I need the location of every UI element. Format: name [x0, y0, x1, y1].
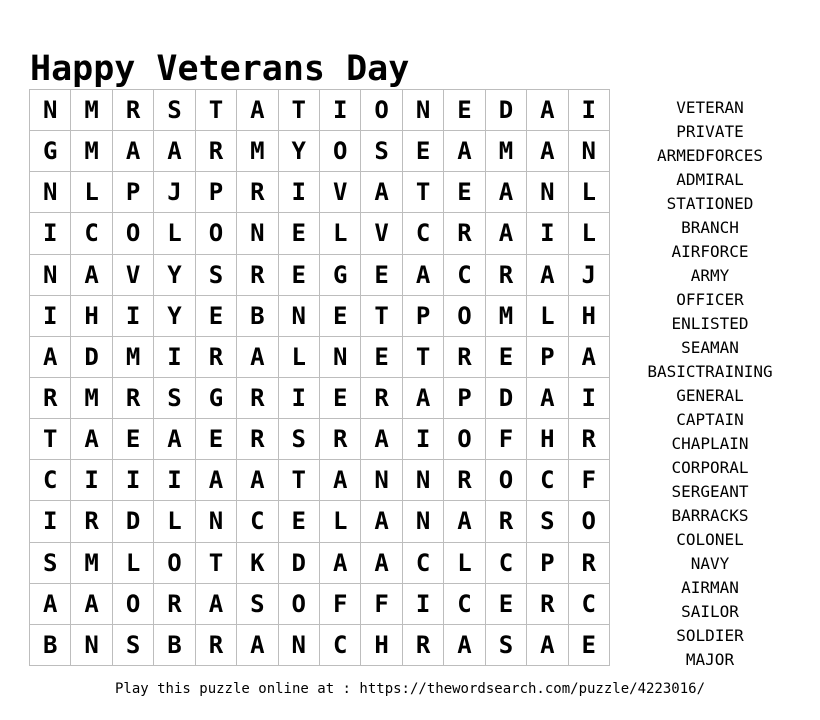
grid-cell[interactable]: G: [320, 255, 361, 296]
grid-cell[interactable]: O: [320, 131, 361, 172]
grid-cell[interactable]: C: [71, 213, 112, 254]
grid-cell[interactable]: T: [196, 543, 237, 584]
word-list-item: BASICTRAINING: [647, 362, 773, 381]
grid-cell[interactable]: A: [444, 625, 485, 666]
grid-cell[interactable]: L: [569, 213, 610, 254]
word-list-item: PRIVATE: [676, 122, 744, 141]
grid-cell[interactable]: C: [403, 213, 444, 254]
grid-cell[interactable]: A: [361, 501, 402, 542]
grid-cell[interactable]: Y: [154, 296, 195, 337]
grid-cell[interactable]: I: [527, 213, 568, 254]
grid-cell[interactable]: N: [361, 460, 402, 501]
grid-cell[interactable]: P: [527, 543, 568, 584]
grid-cell[interactable]: A: [361, 543, 402, 584]
grid-cell[interactable]: C: [527, 460, 568, 501]
grid-cell[interactable]: V: [320, 172, 361, 213]
grid-cell[interactable]: R: [196, 337, 237, 378]
grid-cell[interactable]: R: [403, 625, 444, 666]
grid-cell[interactable]: I: [403, 584, 444, 625]
grid-cell[interactable]: D: [71, 337, 112, 378]
grid-cell[interactable]: O: [279, 584, 320, 625]
grid-cell[interactable]: P: [196, 172, 237, 213]
grid-cell[interactable]: R: [320, 419, 361, 460]
grid-cell[interactable]: F: [361, 584, 402, 625]
grid-cell[interactable]: M: [71, 131, 112, 172]
grid-cell[interactable]: D: [279, 543, 320, 584]
grid-cell[interactable]: L: [113, 543, 154, 584]
grid-cell[interactable]: G: [30, 131, 71, 172]
grid-cell[interactable]: D: [486, 90, 527, 131]
grid-cell[interactable]: F: [486, 419, 527, 460]
grid-cell[interactable]: L: [71, 172, 112, 213]
grid-cell[interactable]: R: [196, 131, 237, 172]
grid-cell[interactable]: A: [30, 337, 71, 378]
grid-cell[interactable]: E: [196, 296, 237, 337]
grid-cell[interactable]: C: [569, 584, 610, 625]
word-list-item: SERGEANT: [671, 482, 749, 501]
grid-cell[interactable]: D: [486, 378, 527, 419]
word-list-item: SEAMAN: [681, 338, 739, 357]
grid-cell[interactable]: R: [486, 501, 527, 542]
grid-cell[interactable]: N: [527, 172, 568, 213]
grid-cell[interactable]: A: [237, 337, 278, 378]
grid-cell[interactable]: I: [569, 378, 610, 419]
grid-cell[interactable]: A: [361, 172, 402, 213]
grid-cell[interactable]: R: [30, 378, 71, 419]
grid-cell[interactable]: A: [486, 172, 527, 213]
grid-cell[interactable]: D: [113, 501, 154, 542]
grid-cell[interactable]: P: [403, 296, 444, 337]
grid-cell[interactable]: H: [569, 296, 610, 337]
word-list-item: CORPORAL: [671, 458, 749, 477]
grid-cell[interactable]: A: [71, 255, 112, 296]
grid-cell[interactable]: L: [569, 172, 610, 213]
grid-cell[interactable]: S: [361, 131, 402, 172]
grid-cell[interactable]: N: [320, 337, 361, 378]
grid-cell[interactable]: P: [527, 337, 568, 378]
grid-cell[interactable]: S: [154, 378, 195, 419]
grid-cell[interactable]: H: [527, 419, 568, 460]
grid-cell[interactable]: S: [154, 90, 195, 131]
puzzle-title: Happy Veterans Day: [30, 49, 410, 90]
grid-cell[interactable]: A: [569, 337, 610, 378]
grid-cell[interactable]: S: [196, 255, 237, 296]
grid-cell[interactable]: S: [279, 419, 320, 460]
grid-cell[interactable]: R: [237, 378, 278, 419]
grid-cell[interactable]: P: [444, 378, 485, 419]
word-list-item: COLONEL: [676, 530, 744, 549]
grid-cell[interactable]: R: [237, 255, 278, 296]
grid-cell[interactable]: E: [279, 213, 320, 254]
grid-cell[interactable]: C: [403, 543, 444, 584]
grid-cell[interactable]: N: [403, 501, 444, 542]
grid-cell[interactable]: L: [444, 543, 485, 584]
word-list-item: GENERAL: [676, 386, 744, 405]
grid-cell[interactable]: M: [486, 296, 527, 337]
grid-cell[interactable]: E: [361, 255, 402, 296]
word-list-item: ARMY: [690, 266, 730, 285]
grid-cell[interactable]: O: [154, 543, 195, 584]
grid-cell[interactable]: T: [30, 419, 71, 460]
grid-cell[interactable]: M: [71, 90, 112, 131]
grid-cell[interactable]: I: [154, 337, 195, 378]
grid-cell[interactable]: G: [196, 378, 237, 419]
grid-cell[interactable]: E: [486, 584, 527, 625]
grid-cell[interactable]: R: [237, 419, 278, 460]
grid-cell[interactable]: M: [113, 337, 154, 378]
grid-cell[interactable]: N: [71, 625, 112, 666]
grid-cell[interactable]: A: [527, 255, 568, 296]
grid-cell[interactable]: L: [154, 213, 195, 254]
grid-cell[interactable]: L: [320, 501, 361, 542]
grid-cell[interactable]: F: [320, 584, 361, 625]
grid-cell[interactable]: R: [361, 378, 402, 419]
grid-cell[interactable]: A: [486, 213, 527, 254]
grid-cell[interactable]: S: [237, 584, 278, 625]
grid-cell[interactable]: I: [154, 460, 195, 501]
letter-grid[interactable]: [29, 89, 610, 666]
grid-cell[interactable]: L: [527, 296, 568, 337]
grid-cell[interactable]: T: [403, 337, 444, 378]
grid-cell[interactable]: M: [237, 131, 278, 172]
grid-cell[interactable]: R: [527, 584, 568, 625]
grid-cell[interactable]: O: [361, 90, 402, 131]
grid-cell[interactable]: T: [403, 172, 444, 213]
grid-cell[interactable]: A: [361, 419, 402, 460]
grid-cell[interactable]: R: [196, 625, 237, 666]
grid-cell[interactable]: R: [113, 378, 154, 419]
grid-cell[interactable]: N: [569, 131, 610, 172]
grid-cell[interactable]: N: [279, 296, 320, 337]
grid-cell[interactable]: P: [113, 172, 154, 213]
grid-cell[interactable]: C: [486, 543, 527, 584]
word-list-item: AIRMAN: [681, 578, 739, 597]
word-list: [620, 96, 800, 672]
grid-cell[interactable]: R: [569, 543, 610, 584]
grid-cell[interactable]: A: [403, 255, 444, 296]
word-list-item: NAVY: [690, 554, 730, 573]
grid-cell[interactable]: T: [279, 90, 320, 131]
grid-cell[interactable]: A: [320, 460, 361, 501]
grid-cell[interactable]: C: [30, 460, 71, 501]
grid-cell[interactable]: C: [320, 625, 361, 666]
grid-cell[interactable]: E: [569, 625, 610, 666]
grid-cell[interactable]: I: [30, 213, 71, 254]
word-list-item: SAILOR: [681, 602, 739, 621]
grid-cell[interactable]: M: [486, 131, 527, 172]
grid-cell[interactable]: S: [486, 625, 527, 666]
grid-cell[interactable]: A: [403, 378, 444, 419]
grid-cell[interactable]: E: [320, 296, 361, 337]
word-list-item: ADMIRAL: [676, 170, 744, 189]
grid-cell[interactable]: T: [196, 90, 237, 131]
grid-cell[interactable]: L: [320, 213, 361, 254]
grid-cell[interactable]: A: [320, 543, 361, 584]
grid-cell[interactable]: A: [71, 584, 112, 625]
grid-cell[interactable]: A: [154, 131, 195, 172]
grid-cell[interactable]: R: [113, 90, 154, 131]
grid-cell[interactable]: E: [361, 337, 402, 378]
word-list-item: SOLDIER: [676, 626, 744, 645]
grid-cell[interactable]: F: [569, 460, 610, 501]
grid-cell[interactable]: M: [71, 543, 112, 584]
grid-cell[interactable]: N: [196, 501, 237, 542]
grid-cell[interactable]: C: [237, 501, 278, 542]
grid-cell[interactable]: B: [154, 625, 195, 666]
grid-cell[interactable]: T: [361, 296, 402, 337]
grid-cell[interactable]: L: [279, 337, 320, 378]
grid-cell[interactable]: E: [279, 255, 320, 296]
grid-cell[interactable]: A: [154, 419, 195, 460]
grid-cell[interactable]: Y: [279, 131, 320, 172]
grid-cell[interactable]: O: [486, 460, 527, 501]
grid-cell[interactable]: A: [30, 584, 71, 625]
grid-cell[interactable]: E: [196, 419, 237, 460]
grid-cell[interactable]: E: [486, 337, 527, 378]
grid-cell[interactable]: A: [444, 501, 485, 542]
word-list-item: MAJOR: [685, 650, 735, 669]
word-list-item: BRANCH: [681, 218, 739, 237]
word-list-item: ARMEDFORCES: [657, 146, 763, 165]
grid-cell[interactable]: I: [320, 90, 361, 131]
grid-cell[interactable]: I: [71, 460, 112, 501]
grid-cell[interactable]: R: [444, 460, 485, 501]
grid-cell[interactable]: L: [154, 501, 195, 542]
grid-cell[interactable]: Y: [154, 255, 195, 296]
grid-cell[interactable]: O: [444, 296, 485, 337]
grid-cell[interactable]: R: [444, 213, 485, 254]
grid-cell[interactable]: R: [569, 419, 610, 460]
word-list-item: BARRACKS: [671, 506, 749, 525]
grid-cell[interactable]: E: [403, 131, 444, 172]
grid-cell[interactable]: V: [361, 213, 402, 254]
grid-cell[interactable]: N: [403, 460, 444, 501]
grid-cell[interactable]: R: [71, 501, 112, 542]
grid-cell[interactable]: C: [444, 255, 485, 296]
word-list-item: STATIONED: [666, 194, 754, 213]
grid-cell[interactable]: N: [279, 625, 320, 666]
grid-cell[interactable]: J: [154, 172, 195, 213]
word-list-item: OFFICER: [676, 290, 744, 309]
grid-cell[interactable]: I: [569, 90, 610, 131]
grid-cell[interactable]: N: [30, 255, 71, 296]
grid-cell[interactable]: I: [113, 296, 154, 337]
grid-cell[interactable]: N: [30, 90, 71, 131]
grid-cell[interactable]: C: [444, 584, 485, 625]
grid-cell[interactable]: A: [196, 584, 237, 625]
grid-cell[interactable]: S: [30, 543, 71, 584]
grid-cell[interactable]: E: [320, 378, 361, 419]
grid-cell[interactable]: R: [486, 255, 527, 296]
grid-cell[interactable]: T: [279, 460, 320, 501]
grid-cell[interactable]: J: [569, 255, 610, 296]
grid-cell[interactable]: O: [113, 213, 154, 254]
grid-cell[interactable]: M: [71, 378, 112, 419]
grid-cell[interactable]: A: [237, 625, 278, 666]
word-list-item: VETERAN: [676, 98, 744, 117]
grid-cell[interactable]: E: [279, 501, 320, 542]
grid-cell[interactable]: I: [279, 378, 320, 419]
grid-cell[interactable]: H: [361, 625, 402, 666]
grid-cell[interactable]: S: [527, 501, 568, 542]
grid-cell[interactable]: N: [403, 90, 444, 131]
grid-cell[interactable]: V: [113, 255, 154, 296]
grid-cell[interactable]: O: [196, 213, 237, 254]
grid-cell[interactable]: A: [113, 131, 154, 172]
grid-cell[interactable]: O: [569, 501, 610, 542]
grid-cell[interactable]: A: [71, 419, 112, 460]
grid-cell[interactable]: A: [527, 90, 568, 131]
grid-cell[interactable]: I: [279, 172, 320, 213]
grid-cell[interactable]: A: [237, 90, 278, 131]
word-list-item: ENLISTED: [671, 314, 749, 333]
grid-cell[interactable]: E: [444, 90, 485, 131]
grid-cell[interactable]: R: [444, 337, 485, 378]
grid-cell[interactable]: N: [30, 172, 71, 213]
grid-cell[interactable]: B: [237, 296, 278, 337]
grid-cell[interactable]: A: [237, 460, 278, 501]
word-list-item: CHAPLAIN: [671, 434, 749, 453]
grid-cell[interactable]: A: [527, 131, 568, 172]
grid-cell[interactable]: K: [237, 543, 278, 584]
grid-cell[interactable]: I: [30, 296, 71, 337]
grid-cell[interactable]: I: [403, 419, 444, 460]
grid-cell[interactable]: B: [30, 625, 71, 666]
grid-cell[interactable]: A: [444, 131, 485, 172]
grid-cell[interactable]: R: [237, 172, 278, 213]
grid-cell[interactable]: O: [444, 419, 485, 460]
word-list-item: AIRFORCE: [671, 242, 749, 261]
grid-cell[interactable]: A: [527, 625, 568, 666]
grid-cell[interactable]: H: [71, 296, 112, 337]
word-list-item: CAPTAIN: [676, 410, 744, 429]
grid-cell[interactable]: E: [113, 419, 154, 460]
grid-cell[interactable]: A: [527, 378, 568, 419]
grid-cell[interactable]: E: [444, 172, 485, 213]
grid-cell[interactable]: R: [154, 584, 195, 625]
grid-cell[interactable]: N: [237, 213, 278, 254]
puzzle-link-footer[interactable]: Play this puzzle online at : https://thewordsearch.com/puzzle/4223016/: [114, 681, 705, 697]
grid-cell[interactable]: A: [196, 460, 237, 501]
grid-cell[interactable]: O: [113, 584, 154, 625]
grid-cell[interactable]: I: [113, 460, 154, 501]
grid-cell[interactable]: I: [30, 501, 71, 542]
grid-cell[interactable]: S: [113, 625, 154, 666]
